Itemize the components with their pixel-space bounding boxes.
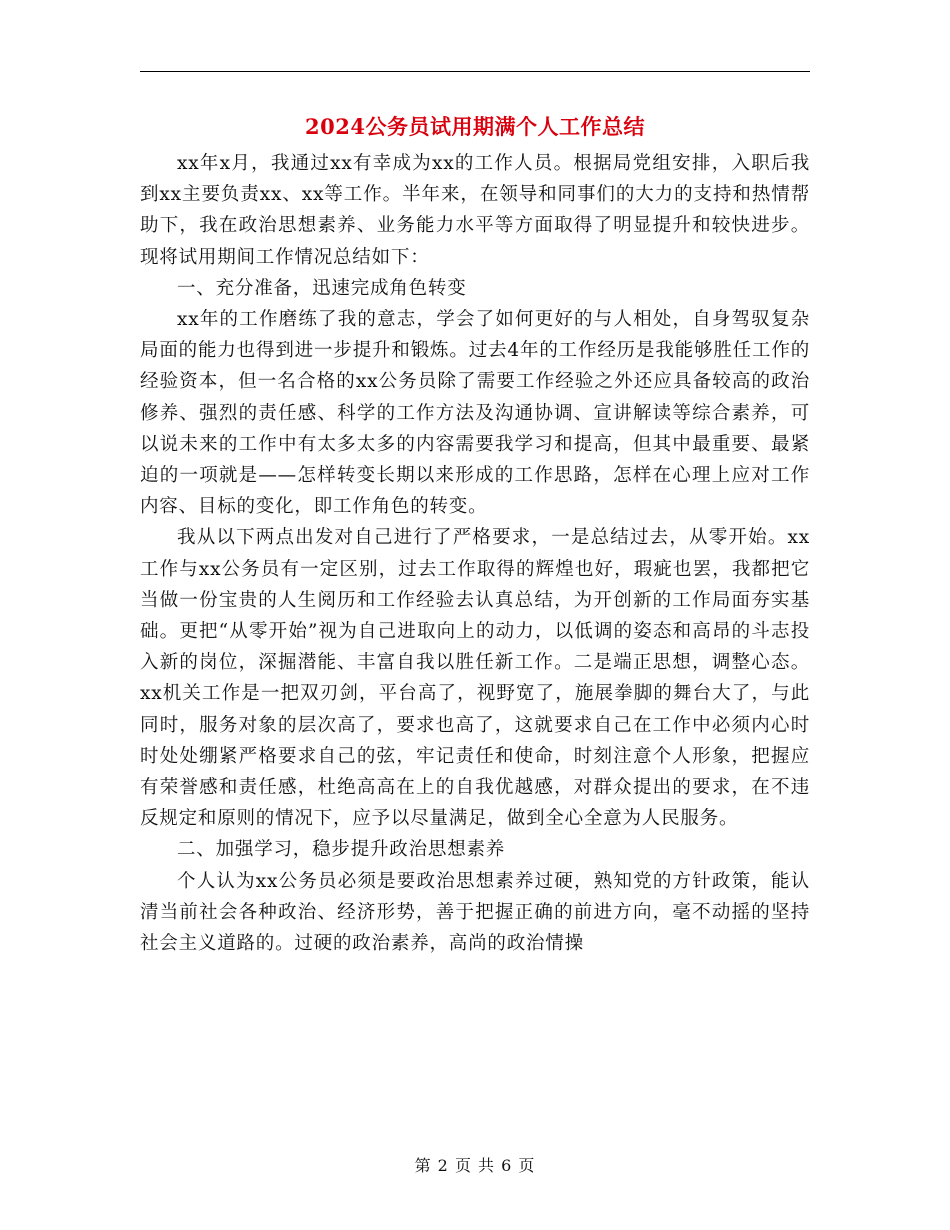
section-heading-2: 二、加强学习，稳步提升政治思想素养 <box>177 839 506 861</box>
page-number-footer: 第 2 页 共 6 页 <box>414 1156 536 1175</box>
paragraph-section1-b: 我从以下两点出发对自己进行了严格要求，一是总结过去，从零开始。xx工作与xx公务员有一定区别，过去工作取得的辉煌也好，瑕疵也罢，我都把它当做一份宝贵的人生阅历和工作经验去认真总结，为开创新的工作局面夯实基础。更把“从零开始”视为自己进取向上的动力，以低调的姿态和高昂的斗志投入新的岗位，深掘潜能、丰富自我以胜任新工作。二是端正思想，调整心态。xx机关工作是一把双刃剑，平台高了，视野宽了，施展拳脚的舞台大了，与此同时，服务对象的层次高了，要求也高了，这就要求自己在工作中必须内心时时处处绷紧严格要求自己的弦，牢记责任和使命，时刻注意个人形象，把握应有荣誉感和责任感，杜绝高高在上的自我优越感，对群众提出的要求，在不违反规定和原则的情况下，应予以尽量满足，做到全心全意为人民服务。 <box>140 527 810 830</box>
header-rule <box>140 71 810 72</box>
section-heading-1: 一、充分准备，迅速完成角色转变 <box>177 277 467 299</box>
paragraph-section1-a: xx年的工作磨练了我的意志，学会了如何更好的与人相处，自身驾驭复杂局面的能力也得到进一步提升和锻炼。过去4年的工作经历是我能够胜任工作的经验资本，但一名合格的xx公务员除了需要工作经验之外还应具备较高的政治修养、强烈的责任感、科学的工作方法及沟通协调、宣讲解读等综合素养，可以说未来的工作中有太多太多的内容需要我学习和提高，但其中最重要、最紧迫的一项就是——怎样转变长期以来形成的工作思路，怎样在心理上应对工作内容、目标的变化，即工作角色的转变。 <box>140 309 810 518</box>
document-title: 2024公务员试用期满个人工作总结 <box>305 114 645 139</box>
document-body <box>140 148 810 959</box>
paragraph-section2-a: 个人认为xx公务员必须是要政治思想素养过硬，熟知党的方针政策，能认清当前社会各种政治、经济形势，善于把握正确的前进方向，毫不动摇的坚持社会主义道路的。过硬的政治素养，高尚的政治情操 <box>140 870 810 955</box>
paragraph-intro: xx年x月，我通过xx有幸成为xx的工作人员。根据局党组安排，入职后我到xx主要负责xx、xx等工作。半年来，在领导和同事们的大力的支持和热情帮助下，我在政治思想素养、业务能力水平等方面取得了明显提升和较快进步。现将试用期间工作情况总结如下： <box>140 153 810 268</box>
